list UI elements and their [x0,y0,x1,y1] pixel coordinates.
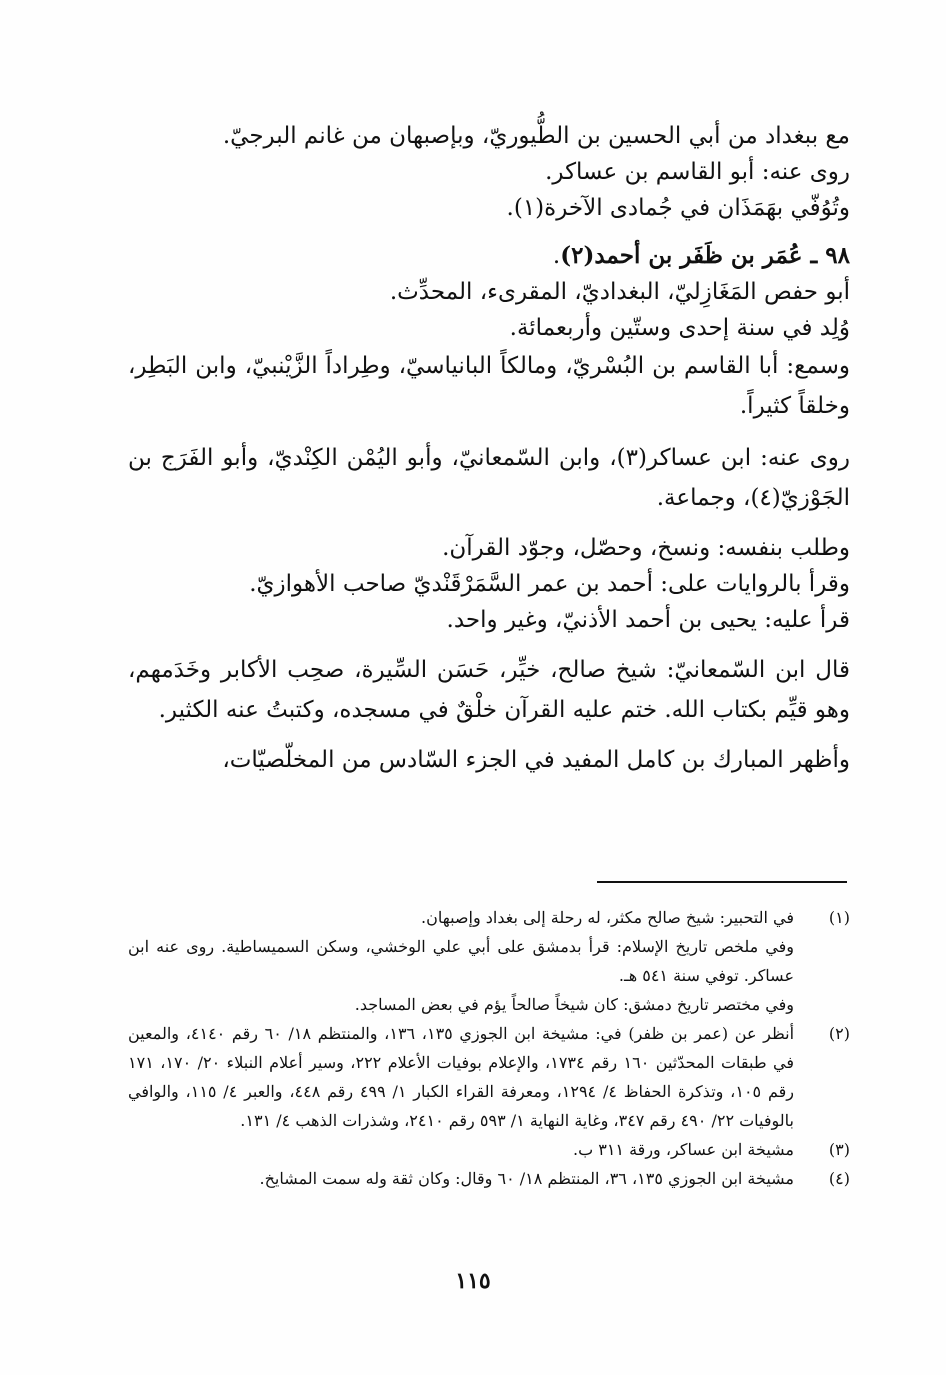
footnote-number: (١) [828,908,850,927]
text-line: روى عنه: أبو القاسم بن عساكر. [545,159,850,185]
text-line: مع ببغداد من أبي الحسين بن الطُّيوريّ، وبإصبهان من غانم البرجيّ. [222,123,850,149]
main-text [128,118,850,778]
paragraph: وسمع: أبا القاسم بن البُسْريّ، ومالكاً البانياسيّ، وطِراداً الزَّيْنبيّ، وابن البَطِر، وخلقاً كثيراً. [128,353,850,419]
text-line: أبو حفص المَغَازِليّ، البغداديّ، المقرىء، المحدِّث. [389,279,850,305]
footnote-number: (٣) [828,1140,850,1159]
footnote-divider [597,881,847,883]
footnote [128,1135,850,1164]
text-line: وطلب بنفسه: ونسخ، وحصّل، وجوّد القرآن. [442,535,850,561]
footnote [128,1164,850,1193]
entry-title: ٩٨ ـ عُمَر بن ظَفَر بن أحمد(٢) [560,242,850,269]
footnote-line: مشيخة ابن عساكر، ورقة ٣١١ ب. [573,1140,794,1159]
footnote-line: وفي ملخص تاريخ الإسلام: قرأ بدمشق على أبي علي الوخشي، وسكن السميساطية. روى عنه ابن عساكر. توفي سنة ٥٤١ هـ. [128,937,794,985]
footnotes [128,903,850,1193]
text-line: وأظهر المبارك بن كامل المفيد في الجزء السّادس من المخلّصيّات، [222,747,850,773]
footnote-line: أنظر عن (عمر بن ظفر) في: مشيخة ابن الجوزي ١٣٥، ١٣٦، والمنتظم ١٨/ ٦٠ رقم ٤١٤٠، والمعين في طبقات المحدّثين ١٦٠ رقم ١٧٣٤، والإعلام بوفيات الأعلام ٢٢٢، وسير أعلام النبلاء ٢٠/ ١٧٠، ١٧١ رقم ١٠٥، وتذكرة الحفاظ ٤/ ١٢٩٤، ومعرفة القراء الكبار ١/ ٤٩٩ رقم ٤٤٨، والعبر ٤/ ١١٥، والوافي بالوفيات ٢٢/ ٤٩٠ رقم ٣٤٧، وغاية النهاية ١/ ٥٩٣ رقم ٢٤١٠، وشذرات الذهب ٤/ ١٣١. [128,1024,795,1130]
paragraph: روى عنه: ابن عساكر(٣)، وابن السّمعانيّ، وأبو اليُمْن الكِنْديّ، وأبو الفَرَج بن الجَوْزيّ(٤)، وجماعة. [128,445,851,511]
text-line: قرأ عليه: يحيى بن أحمد الأذنيّ، وغير واحد. [446,607,850,633]
page-number: ١١٥ [455,1268,491,1294]
text-line: وُلِد في سنة إحدى وستّين وأربعمائة. [509,315,850,341]
footnote-number: (٤) [828,1169,850,1188]
footnote-line: مشيخة ابن الجوزي ١٣٥، ٣٦، المنتظم ١٨/ ٦٠ وقال: وكان ثقة وله سمت المشايخ. [259,1169,794,1188]
entry-heading [128,238,850,274]
footnote-line: في التحبير: شيخ صالح مكثر، له رحلة إلى بغداد وإصبهان. [421,908,794,927]
paragraph: قال ابن السّمعانيّ: شيخ صالح، خيِّر، حَسَن السِّيرة، صحِب الأكابر وخَدَمهم، وهو قيِّم بكتاب الله. ختم عليه القرآن خلْقٌ في مسجده، وكتبتُ عنه الكثير. [128,657,850,723]
footnote [128,1019,850,1135]
footnote-line: وفي مختصر تاريخ دمشق: كان شيخاً صالحاً يؤم في بعض المساجد. [354,995,794,1014]
entry-title-end: . [552,243,561,269]
text-line: وقرأ بالروايات على: أحمد بن عمر السَّمَرْقَنْديّ صاحب الأهوازيّ. [249,571,850,597]
text-line: وتُوُفّي بهَمَذَان في جُمادى الآخرة(١). [506,195,850,221]
footnote [128,903,850,1019]
footnote-number: (٢) [828,1024,850,1043]
